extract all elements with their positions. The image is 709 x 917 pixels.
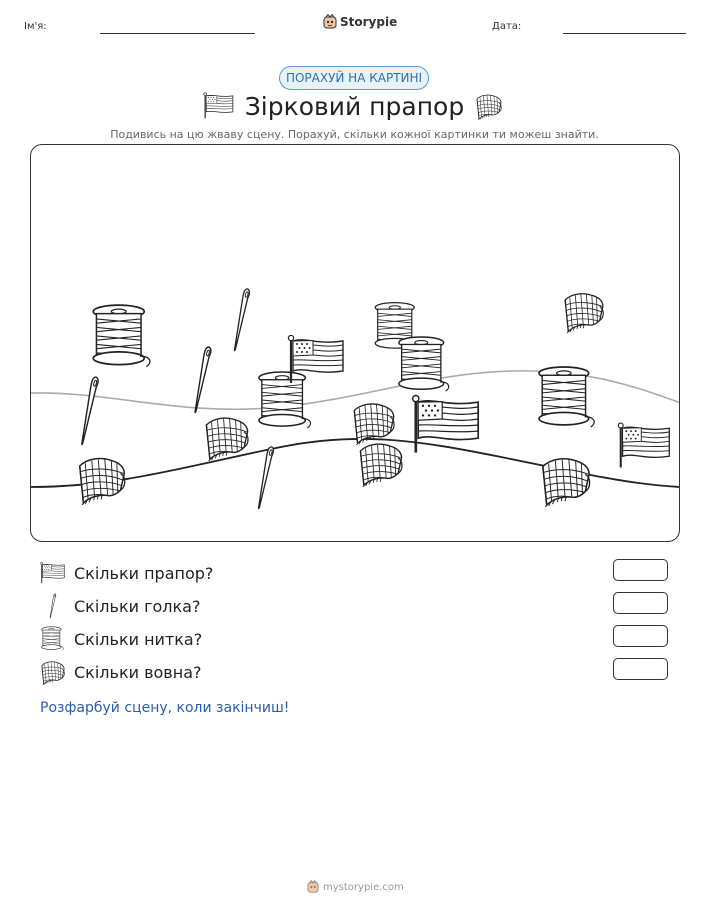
wool-icon: [543, 459, 590, 508]
thread-spool-icon: [539, 367, 594, 427]
answer-box[interactable]: [613, 592, 668, 614]
question-row: [40, 659, 202, 685]
needle-icon: [195, 347, 211, 413]
flag-icon: [40, 560, 66, 586]
footer-url[interactable]: mystorypie.com: [323, 881, 404, 893]
thread-spool-icon: [259, 372, 311, 428]
thread-spool-icon: [40, 626, 66, 652]
needle-icon: [258, 447, 273, 509]
question-label: Скільки голка?: [74, 596, 201, 616]
storypie-logo-icon: [323, 14, 337, 30]
wool-icon: [475, 92, 503, 120]
thread-spool-icon: [399, 337, 449, 391]
wool-icon: [360, 444, 402, 488]
question-label: Скільки нитка?: [74, 629, 203, 649]
needle-icon: [40, 593, 66, 619]
needle-icon: [234, 289, 249, 351]
question-row: [40, 593, 200, 619]
question-row: [40, 560, 213, 586]
page-title: Зірковий прапор: [244, 92, 465, 121]
answer-box[interactable]: [613, 658, 668, 680]
date-line[interactable]: [563, 33, 686, 34]
question-label: Скільки прапор?: [74, 563, 214, 583]
name-label: Ім'я:: [24, 21, 47, 32]
counting-scene: [30, 144, 680, 542]
brand-logo: [323, 14, 397, 30]
needle-icon: [82, 377, 98, 445]
name-line[interactable]: [100, 33, 255, 34]
brand-name: Storypie: [340, 15, 398, 29]
storypie-logo-icon: [307, 880, 319, 894]
wool-icon: [80, 459, 125, 506]
answer-box[interactable]: [613, 559, 668, 581]
coloring-note: Розфарбуй сцену, коли закінчиш!: [40, 700, 290, 716]
answer-box[interactable]: [613, 625, 668, 647]
footer: [307, 880, 404, 894]
date-label: Дата:: [492, 21, 522, 32]
flag-icon: [618, 423, 669, 467]
count-badge: ПОРАХУЙ НА КАРТИНІ: [279, 66, 429, 90]
question-row: [40, 626, 202, 652]
wool-icon: [40, 659, 66, 685]
question-label: Скільки вовна?: [74, 662, 202, 682]
instructions: Подивись на цю жваву сцену. Порахуй, скільки кожної картинки ти можеш знайти.: [110, 128, 599, 141]
wool-icon: [565, 294, 603, 334]
thread-spool-icon: [93, 305, 150, 367]
scene-drawing: [31, 145, 680, 542]
